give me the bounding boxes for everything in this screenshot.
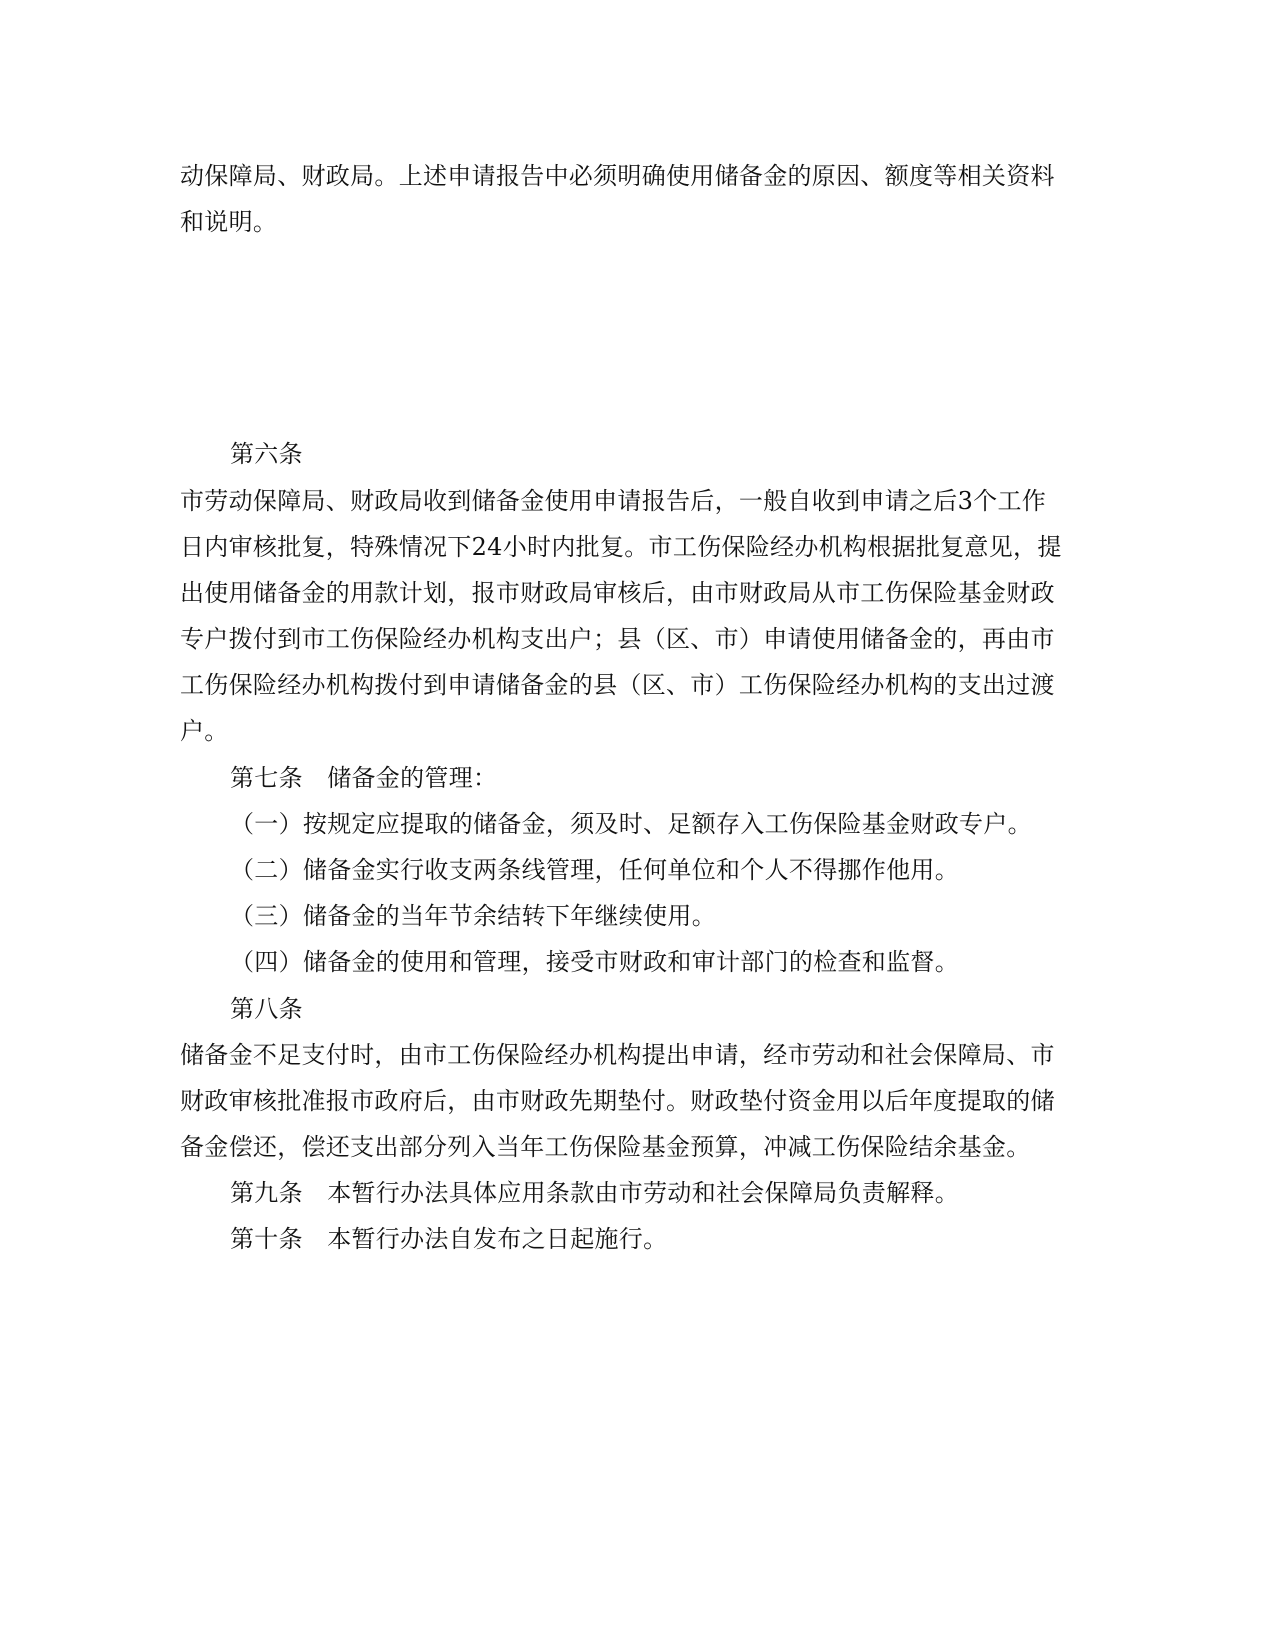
article-heading: 第六条 — [230, 440, 303, 468]
paragraph-line: 户。 — [180, 717, 229, 745]
paragraph-line: 动保障局、财政局。上述申请报告中必须明确使用储备金的原因、额度等相关资料 — [180, 162, 1055, 190]
paragraph-line: 储备金不足支付时，由市工伤保险经办机构提出申请，经市劳动和社会保障局、市 — [180, 1041, 1055, 1069]
paragraph-line: 出使用储备金的用款计划，报市财政局审核后，由市财政局从市工伤保险基金财政 — [180, 579, 1055, 607]
paragraph-line: 专户拨付到市工伤保险经办机构支出户；县（区、市）申请使用储备金的，再由市 — [180, 625, 1055, 653]
paragraph-line: 日内审核批复，特殊情况下24小时内批复。市工伤保险经办机构根据批复意见，提 — [180, 533, 1062, 561]
article-heading: 第七条 储备金的管理： — [230, 764, 498, 792]
paragraph-line: 备金偿还，偿还支出部分列入当年工伤保险基金预算，冲减工伤保险结余基金。 — [180, 1133, 1031, 1161]
article-ten: 第十条 本暂行办法自发布之日起施行。 — [230, 1225, 668, 1253]
list-item: （三）储备金的当年节余结转下年继续使用。 — [230, 902, 716, 930]
article-heading: 第八条 — [230, 995, 303, 1023]
paragraph-line: 市劳动保障局、财政局收到储备金使用申请报告后，一般自收到申请之后3个工作 — [180, 487, 1047, 515]
list-item: （二）储备金实行收支两条线管理，任何单位和个人不得挪作他用。 — [230, 856, 959, 884]
list-item: （四）储备金的使用和管理，接受市财政和审计部门的检查和监督。 — [230, 948, 959, 976]
article-nine: 第九条 本暂行办法具体应用条款由市劳动和社会保障局负责解释。 — [230, 1179, 959, 1207]
paragraph-line: 和说明。 — [180, 208, 278, 236]
paragraph-line: 财政审核批准报市政府后，由市财政先期垫付。财政垫付资金用以后年度提取的储 — [180, 1087, 1055, 1115]
paragraph-line: 工伤保险经办机构拨付到申请储备金的县（区、市）工伤保险经办机构的支出过渡 — [180, 671, 1055, 699]
list-item: （一）按规定应提取的储备金，须及时、足额存入工伤保险基金财政专户。 — [230, 810, 1032, 838]
